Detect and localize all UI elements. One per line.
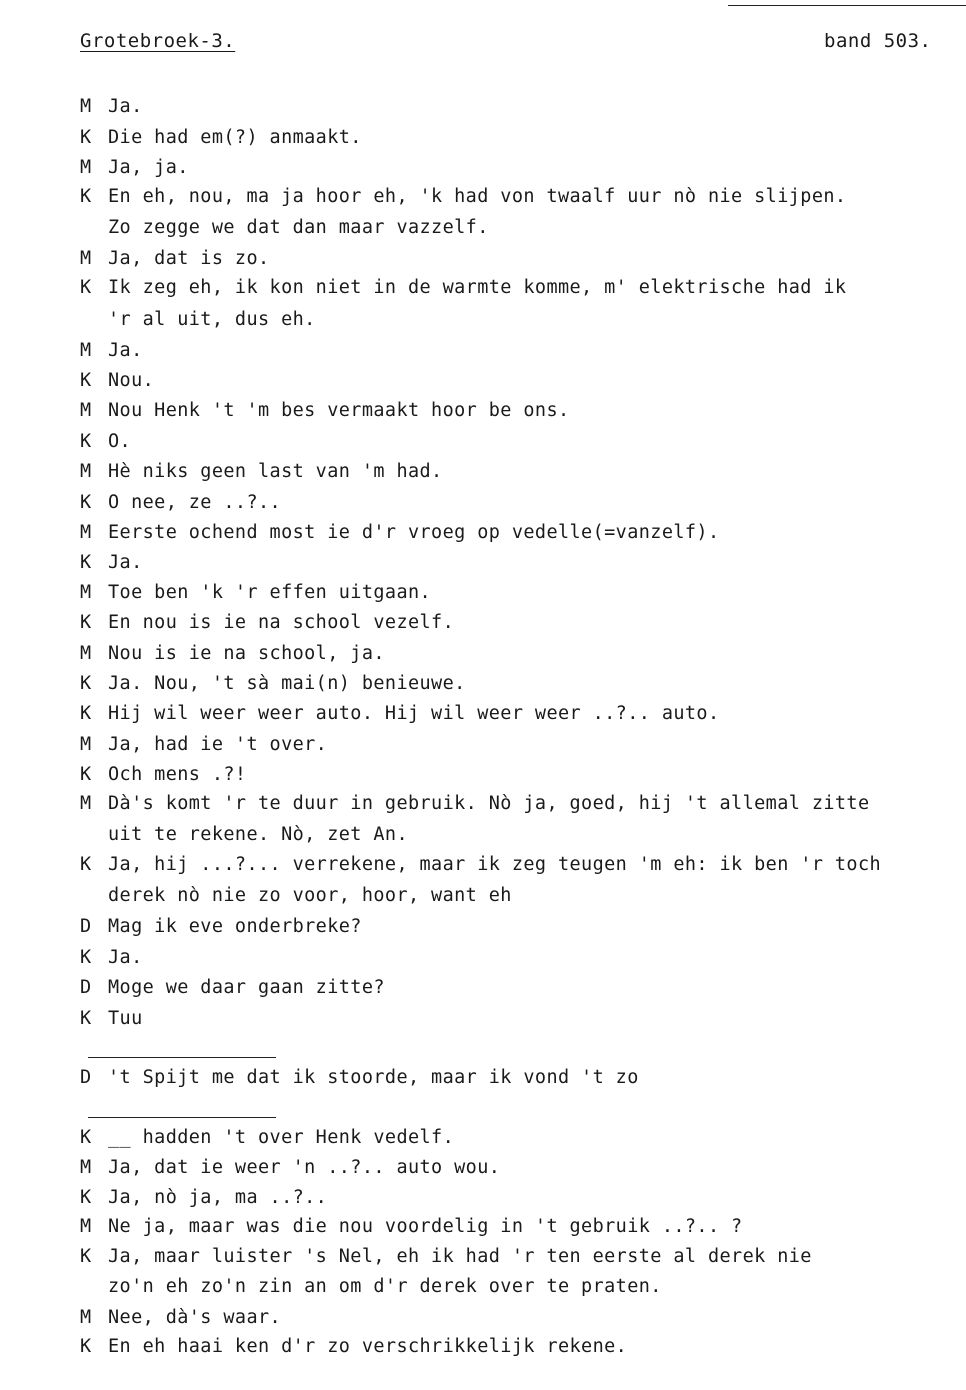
speaker-label: K xyxy=(80,492,92,513)
transcript-line xyxy=(80,522,720,544)
transcript-line xyxy=(80,977,385,999)
speaker-label: M xyxy=(80,522,92,543)
utterance-text: Ja, nò ja, ma ..?.. xyxy=(108,1187,328,1208)
speaker-label: K xyxy=(80,370,92,391)
speaker-label: K xyxy=(80,764,92,785)
speaker-label: K xyxy=(80,612,92,633)
transcript-line xyxy=(80,1008,143,1030)
transcript-line xyxy=(80,734,327,756)
transcript-line xyxy=(80,248,270,270)
speaker-label: M xyxy=(80,793,92,814)
transcript-line xyxy=(80,612,454,634)
speaker-label: K xyxy=(80,1246,92,1267)
utterance-text: Ja, dat ie weer 'n ..?.. auto wou. xyxy=(108,1157,501,1178)
utterance-text: Ja, had ie 't over. xyxy=(108,734,328,755)
utterance-text: Hij wil weer weer auto. Hij wil weer weer ..?.. auto. xyxy=(108,703,720,724)
transcript-line xyxy=(80,1157,500,1179)
transcript-line xyxy=(80,1307,281,1329)
utterance-text: Nee, dà's waar. xyxy=(108,1307,282,1328)
utterance-text: Ja. xyxy=(108,552,143,573)
utterance-text: Ja. Nou, 't sà mai(n) benieuwe. xyxy=(108,673,466,694)
transcript-continuation: 'r al uit, dus eh. xyxy=(108,309,316,330)
transcript-line xyxy=(80,431,131,453)
utterance-text: Ja. xyxy=(108,340,143,361)
speaker-label: K xyxy=(80,277,92,298)
section-rule xyxy=(88,1117,276,1118)
utterance-text: Nou. xyxy=(108,370,155,391)
utterance-text: Tuu xyxy=(108,1008,143,1029)
transcript-continuation: uit te rekene. Nò, zet An. xyxy=(108,824,408,845)
transcript-line xyxy=(80,582,431,604)
transcript-line xyxy=(80,793,870,815)
utterance-text: Hè niks geen last van 'm had. xyxy=(108,461,443,482)
speaker-label: K xyxy=(80,552,92,573)
transcript-continuation: Zo zegge we dat dan maar vazzelf. xyxy=(108,217,489,238)
transcript-line xyxy=(80,277,846,299)
transcript-line xyxy=(80,1187,327,1209)
speaker-label: K xyxy=(80,947,92,968)
speaker-label: K xyxy=(80,431,92,452)
speaker-label: K xyxy=(80,1008,92,1029)
tape-number: band 503. xyxy=(824,30,932,52)
speaker-label: K xyxy=(80,1336,92,1357)
transcript-line xyxy=(80,947,143,969)
transcript-line xyxy=(80,916,362,938)
transcript-line xyxy=(80,400,570,422)
utterance-text: Nou Henk 't 'm bes vermaakt hoor be ons. xyxy=(108,400,570,421)
transcript-line xyxy=(80,1246,812,1268)
speaker-label: M xyxy=(80,461,92,482)
utterance-text: 't Spijt me dat ik stoorde, maar ik vond 't zo xyxy=(108,1067,639,1088)
transcript-line xyxy=(80,340,143,362)
utterance-text: Ja, ja. xyxy=(108,157,189,178)
utterance-text: Ja, dat is zo. xyxy=(108,248,270,269)
speaker-label: M xyxy=(80,157,92,178)
utterance-text: En eh haai ken d'r zo verschrikkelijk rekene. xyxy=(108,1336,628,1357)
speaker-label: D xyxy=(80,977,92,998)
speaker-label: K xyxy=(80,673,92,694)
speaker-label: M xyxy=(80,248,92,269)
speaker-label: M xyxy=(80,400,92,421)
transcript-line xyxy=(80,703,720,725)
speaker-label: M xyxy=(80,1216,92,1237)
transcript-line xyxy=(80,96,143,118)
transcript-line xyxy=(80,157,189,179)
transcript-line xyxy=(80,673,466,695)
utterance-text: Ja. xyxy=(108,96,143,117)
utterance-text: O nee, ze ..?.. xyxy=(108,492,282,513)
transcript-line xyxy=(80,127,362,149)
utterance-text: En eh, nou, ma ja hoor eh, 'k had von twaalf uur nò nie slijpen. xyxy=(108,186,847,207)
utterance-text: __ hadden 't over Henk vedelf. xyxy=(108,1127,455,1148)
speaker-label: M xyxy=(80,96,92,117)
utterance-text: En nou is ie na school vezelf. xyxy=(108,612,455,633)
speaker-label: K xyxy=(80,854,92,875)
speaker-label: M xyxy=(80,1157,92,1178)
transcript-line xyxy=(80,1336,627,1358)
utterance-text: Ne ja, maar was die nou voordelig in 't gebruik ..?.. ? xyxy=(108,1216,743,1237)
speaker-label: K xyxy=(80,703,92,724)
utterance-text: Mag ik eve onderbreke? xyxy=(108,916,362,937)
speaker-label: K xyxy=(80,127,92,148)
transcript-line xyxy=(80,1216,743,1238)
speaker-label: K xyxy=(80,1187,92,1208)
utterance-text: Ja, maar luister 's Nel, eh ik had 'r ten eerste al derek nie xyxy=(108,1246,812,1267)
speaker-label: M xyxy=(80,1307,92,1328)
speaker-label: K xyxy=(80,186,92,207)
utterance-text: Ja. xyxy=(108,947,143,968)
utterance-text: O. xyxy=(108,431,132,452)
utterance-text: Dà's komt 'r te duur in gebruik. Nò ja, goed, hij 't allemal zitte xyxy=(108,793,870,814)
speaker-label: M xyxy=(80,643,92,664)
utterance-text: Moge we daar gaan zitte? xyxy=(108,977,385,998)
utterance-text: Nou is ie na school, ja. xyxy=(108,643,385,664)
transcript-line xyxy=(80,764,246,786)
utterance-text: Eerste ochend most ie d'r vroeg op vedelle(=vanzelf). xyxy=(108,522,720,543)
title-text: Grotebroek-3. xyxy=(80,30,236,52)
speaker-label: D xyxy=(80,1067,92,1088)
utterance-text: Ja, hij ...?... verrekene, maar ik zeg teugen 'm eh: ik ben 'r toch xyxy=(108,854,882,875)
transcript-line xyxy=(80,552,143,574)
transcript-continuation: zo'n eh zo'n zin an om d'r derek over te praten. xyxy=(108,1276,662,1297)
transcript-line xyxy=(80,370,154,392)
transcript-continuation: derek nò nie zo voor, hoor, want eh xyxy=(108,885,512,906)
transcript-line xyxy=(80,854,881,876)
section-rule xyxy=(88,1057,276,1058)
utterance-text: Ik zeg eh, ik kon niet in de warmte komme, m' elektrische had ik xyxy=(108,277,847,298)
transcript-line xyxy=(80,643,385,665)
transcript-line xyxy=(80,186,846,208)
speaker-label: D xyxy=(80,916,92,937)
speaker-label: K xyxy=(80,1127,92,1148)
transcript-line xyxy=(80,492,281,514)
utterance-text: Die had em(?) anmaakt. xyxy=(108,127,362,148)
transcript-line xyxy=(80,461,443,483)
utterance-text: Toe ben 'k 'r effen uitgaan. xyxy=(108,582,432,603)
top-rule xyxy=(728,5,966,6)
speaker-label: M xyxy=(80,340,92,361)
transcript-line xyxy=(80,1127,454,1149)
utterance-text: Och mens .?! xyxy=(108,764,247,785)
document-title xyxy=(80,30,235,52)
speaker-label: M xyxy=(80,734,92,755)
speaker-label: M xyxy=(80,582,92,603)
interruption-line xyxy=(80,1067,639,1089)
